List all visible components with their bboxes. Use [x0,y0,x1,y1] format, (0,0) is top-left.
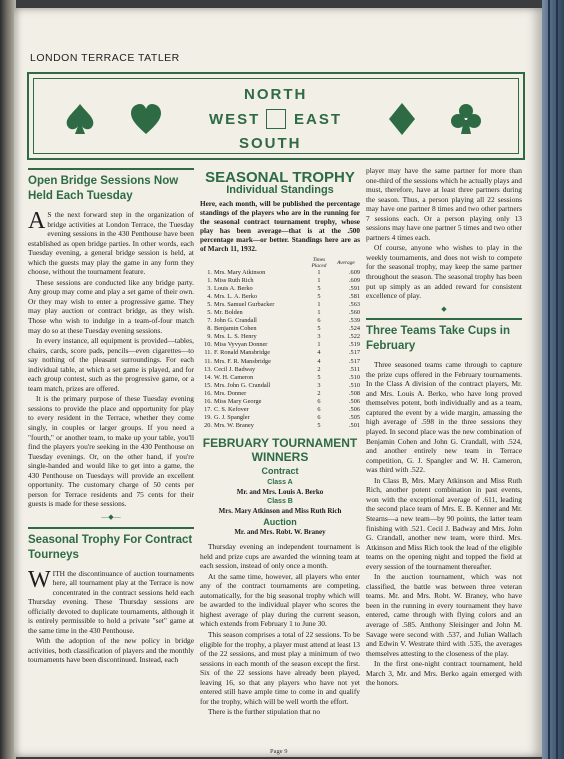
standings-row [200,285,360,293]
column-left [28,166,194,666]
standings-cell-times: 6 [317,398,321,406]
paragraph: These sessions are conducted like any bridge party. Any group may come and play a set game of their own. Or they may wish to enter a progressive game. They may play auction or contract bridge, as they wish. Those who wish to indulge in a team-of-four match may do so at these Tuesday evening sessions. [28,277,194,335]
standings-cell-avg: .506 [348,398,360,406]
class-a-winner: Mr. and Mrs. Louis A. Berko [236,487,324,496]
standings-cell-times: 6 [317,406,321,414]
standings-row [200,317,360,325]
standings-cell-name: Mrs. Samuel Gurbacker [214,300,275,308]
paragraph: Three seasoned teams came through to capture the prize cups offered in the February tournaments. In the Class A division of the contract players, Mr. and Mrs. Louis A. Berko, who have long proved themselves potent, both individually and as a team, captured the event by a wide margin, amassing the high average of .598 in the three sessions they played. In second place was the new combination of Benjamin Cohen and John G. Crandall, with .524, and another entirely new team in Terrace competition, G. J. Spangler and W. H. Cameron, was third with .522. [366,360,522,475]
standings-cell-times: 1 [317,341,321,349]
standings-cell-avg: .517 [348,349,360,357]
standings-cell-avg: .560 [348,309,360,317]
standings-row [200,349,360,357]
heading-seasonal-trophy: Seasonal Trophy For Contract Tourneys [28,533,193,561]
standings-intro: Here, each month, will be published the percentage standings of the players who are in the running for the seasonal contract tournament trophy, whose play has been average—that is at the .500 percentage mark—or better. Standings here are as of March 11, 1932. [200,199,360,253]
standings-row [200,382,360,390]
standings-cell-avg: .510 [348,373,360,381]
paragraph: It is the primary purpose of these Tuesday evening sessions to provide the place and opportunity for play to every resident in the Terrace, whether they come singly, in couples or larger groups. If you need a "fourth," or another team, to make up your table, you'll find the players you're seeking in the 430 Penthouse on Tuesday evenings. Or, on the other hand, if you're single-handed and would like to get into a game, the 430 Penthouse on Tuesdays will provide an excellent opportunity. The customary charge of 50 cents per person for Terrace residents and 75 cents for their guests is made for these sessions. [28,394,194,509]
standings-cell-n: 8. [207,325,212,333]
heading-rule [28,527,194,529]
standings-cell-avg: .539 [348,317,360,325]
paragraph: In Class B, Mrs. Mary Atkinson and Miss Ruth Rich, another potent combination in past events, won with the exceptional average of .611, leading the second place team of Mrs. E. B. Kenner and Mr. Stearns—a new team—by 90 points, the latter team finishing with .521. Cecil J. Badway and Mrs. John G. Crandall, another new team, were third. Mrs. Atkinson and Miss Rich took the lead of the eligible teams on the opening night and topped the field at every session of the tournament thereafter. [366,475,522,571]
standings-cell-times: 5 [317,284,321,292]
standings-cell-avg: .522 [348,333,360,341]
standings-cell-avg: .508 [348,389,360,397]
standings-cell-n: 5. [207,300,212,308]
standings-row [200,325,360,333]
heading-rule [366,318,522,320]
diamond-icon [385,102,419,136]
standings-cell-n: 7. [207,317,212,325]
standings-cell-n: 20. [204,422,212,430]
class-b-winner: Mrs. Mary Atkinson and Miss Ruth Rich [218,506,342,515]
dropcap: A [28,208,46,234]
standings-table [200,257,360,431]
standings-row [200,341,360,349]
standings-cell-name: Louis A. Berko [214,284,253,292]
standings-cell-times: 3 [317,333,321,341]
standings-row [200,333,360,341]
standings-cell-avg: .505 [348,414,360,422]
standings-cell-avg: .510 [348,381,360,389]
class-a-label: Class A [267,478,293,486]
standings-cell-n: 9. [207,333,212,341]
standings-cell-times: 1 [317,276,321,284]
seasonal-trophy-subtitle: Individual Standings [226,184,334,196]
page-number: Page 9 [270,748,288,755]
paragraph: In the auction tournament, which was not classified, the battle was between three veteran teams. Mr. and Mrs. Robt. W. Braney, who have been in the running in every tournament they have entered, came through with flying colors and an average of .585. Anthony Sleisinger and John M. Savage were second with .537, and Julian Wallach and Edwin V. Westrate third with .535, the averages themselves attesting to the closeness of the play. [366,572,522,658]
standings-cell-name: Mrs. Mary Atkinson [214,268,266,276]
auction-winner: Mr. and Mrs. Robt. W. Braney [234,527,326,536]
standings-cell-n: 4. [207,292,212,300]
standings-cell-avg: .501 [348,422,360,430]
paragraph: At the same time, however, all players who enter any of the contract tournaments are competing, automatically, for the big seasonal trophy which will be awarded to the individual player who scores the highest average of play during the current season, which extends from February 1 to June 30. [200,571,360,629]
magazine-page [14,8,542,757]
standings-cell-times: 5 [317,292,321,300]
standings-cell-n: 1. [207,276,212,284]
contract-label: Contract [261,466,299,477]
heading-rule [28,168,194,170]
compass-center-box [266,109,286,129]
standings-cell-times: 5 [317,422,321,430]
standings-cell-name: F. Ronald Mansbridge [214,349,270,357]
standings-cell-n: 1. [207,268,212,276]
standings-cell-n: 16. [204,398,212,406]
standings-cell-avg: .609 [348,268,360,276]
standings-cell-avg: .517 [348,357,360,365]
standings-cell-name: Cecil J. Badway [214,365,256,373]
standings-cell-times: 4 [317,357,321,365]
standings-cell-n: 15. [204,381,212,389]
standings-cell-times: 5 [317,325,321,333]
standings-cell-avg: .519 [348,341,360,349]
standings-cell-times: 6 [317,317,321,325]
paragraph: Thursday evening an independent tournament is held and prize cups are awarded the winning team at each session, instead of only once a month. [200,542,360,571]
compass-east: EAST [294,111,343,128]
standings-cell-times: 2 [317,365,321,373]
standings-row [200,390,360,398]
standings-cell-name: G. J. Spangler [214,414,250,422]
column-header-average: Average [337,259,355,266]
standings-cell-avg: .511 [349,365,360,373]
standings-row [200,398,360,406]
seasonal-trophy-title: SEASONAL TROPHY [205,169,355,186]
standings-cell-times: 4 [317,349,321,357]
standings-cell-name: Mrs. Donner [214,389,247,397]
magazine-title: LONDON TERRACE TATLER [30,52,180,64]
standings-cell-n: 13. [204,365,212,373]
standings-cell-name: Mrs. F. R. Mansbridge [214,357,271,365]
standings-row [200,269,360,277]
standings-cell-name: Miss Mary George [214,398,262,406]
standings-cell-avg: .581 [348,292,360,300]
dropcap: W [28,566,51,593]
standings-row [200,422,360,430]
compass-north: NORTH [244,86,308,103]
section-divider: ◆ [441,304,447,313]
binding-edge [542,0,564,759]
paragraph: S the next forward step in the organization of bridge activities at London Terrace, the Tuesday evening sessions in the 430 Penthouse have been established as open bridge parties. In other words, each Tuesday evening, a general bridge session is held, at which the guests may play the game in any form they choose, without the tournament feature. [28,210,194,277]
standings-cell-n: 17. [204,406,212,414]
standings-row [200,293,360,301]
standings-cell-name: Miss Ruth Rich [214,276,254,284]
auction-label: Auction [263,517,297,528]
standings-cell-name: Mrs. L. S. Henry [214,333,257,341]
spade-icon [63,102,97,136]
compass-banner [27,72,525,160]
standings-row [200,277,360,285]
standings-cell-times: 1 [317,300,321,308]
paragraph: This season comprises a total of 22 sessions. To be eligible for the trophy, a player must attend at least 13 of the 22 sessions, and must play a minimum of two sessions in each month of the season except the first. Six of the 22 sessions have already been played, leaving 16, so that any players who have not yet entered still have ample time to come in and qualify for the trophy, which will be well worth the effort. [200,630,360,706]
standings-cell-n: 11. [204,357,212,365]
standings-row [200,358,360,366]
column-right [366,166,522,689]
column-header-times: Times Placed [311,256,327,269]
standings-cell-avg: .524 [348,325,360,333]
standings-row [200,414,360,422]
standings-row [200,366,360,374]
paragraph: Of course, anyone who wishes to play in the weekly tournaments, and does not wish to compete for the seasonal trophy, may keep the same partner throughout the season. The seasonal trophy has been put up simply as an added reward for consistent excellence of play. [366,243,522,301]
club-icon [449,102,483,136]
standings-cell-avg: .591 [348,284,360,292]
standings-cell-times: 5 [317,373,321,381]
standings-cell-name: Mrs. John G. Crandall [214,381,271,389]
class-b-label: Class B [267,498,293,506]
standings-cell-name: Benjamin Cohen [214,325,257,333]
standings-cell-times: 2 [317,389,321,397]
compass-west: WEST [209,111,261,128]
standings-cell-name: W. H. Cameron [214,373,254,381]
standings-row [200,406,360,414]
standings-cell-n: 16. [204,389,212,397]
paragraph: In the first one-night contract tournament, held March 3, Mr. and Mrs. Berko again emerged with the honors. [366,659,522,688]
standings-row [200,374,360,382]
standings-cell-n: 11. [204,349,212,357]
paragraph: With the adoption of the new policy in bridge activities, both classification of players and the monthly tournaments have been discontinued. Instead, each [28,636,194,665]
previous-page-strip [0,30,14,460]
heading-open-bridge: Open Bridge Sessions Now Held Each Tuesday [28,175,179,202]
standings-cell-n: 19. [204,414,212,422]
standings-cell-avg: .506 [348,406,360,414]
heading-three-teams: Three Teams Take Cups in February [366,325,511,353]
standings-cell-n: 3. [207,284,212,292]
standings-cell-times: 3 [317,381,321,389]
standings-cell-name: Mr. Bolden [214,309,243,317]
paragraph: ITH the discontinuance of auction tournaments here, all tournament play at the Terrace is now concentrated in the contract sessions held each Thursday evening. These Thursday sessions are officially devoted to duplicate tournaments, although it is entirely permissible to hold a private "set" game at the same time in the 430 Penthouse. [28,568,194,635]
standings-cell-name: Mrs. L. A. Berko [214,292,258,300]
standings-cell-times: 1 [317,268,321,276]
standings-cell-avg: .609 [348,276,360,284]
paragraph: In every instance, all equipment is provided—tables, chairs, cards, score pads, pencils—even cigarettes—to say nothing of the pleasant surroundings. For each individual table, at which a set game is played, and for each group contest, such as the progressive game, or a team match, prizes are offered. [28,336,194,393]
paragraph: There is the further stipulation that no [208,707,321,717]
standings-row [200,309,360,317]
february-winners-title: FEBRUARY TOURNAMENT WINNERS [202,436,358,465]
heart-icon [129,102,163,136]
compass-south: SOUTH [239,135,302,152]
standings-cell-name: Mrs. W. Braney [214,422,254,430]
standings-cell-avg: .563 [348,300,360,308]
standings-cell-times: 6 [317,414,321,422]
section-divider: —◆— [101,512,121,521]
standings-cell-name: C. S. Kefover [214,406,249,414]
standings-cell-n: 5. [207,309,212,317]
standings-cell-n: 14. [204,373,212,381]
standings-cell-name: John G. Crandall [214,317,257,325]
paragraph: player may have the same partner for more than one-third of the sessions which he actually plays and must, therefore, have at least three partners during the season. Thus, a person playing all 22 sessions may have one partner 8 times and two other partners 7 sessions each. Or a person playing only 13 sessions may have one partner 5 times and two other partners 4 times each. [366,166,522,242]
column-middle [200,166,360,718]
standings-cell-name: Miss Vyvyan Donner [214,341,268,349]
standings-cell-n: 10. [204,341,212,349]
standings-row [200,301,360,309]
standings-cell-times: 1 [317,309,321,317]
